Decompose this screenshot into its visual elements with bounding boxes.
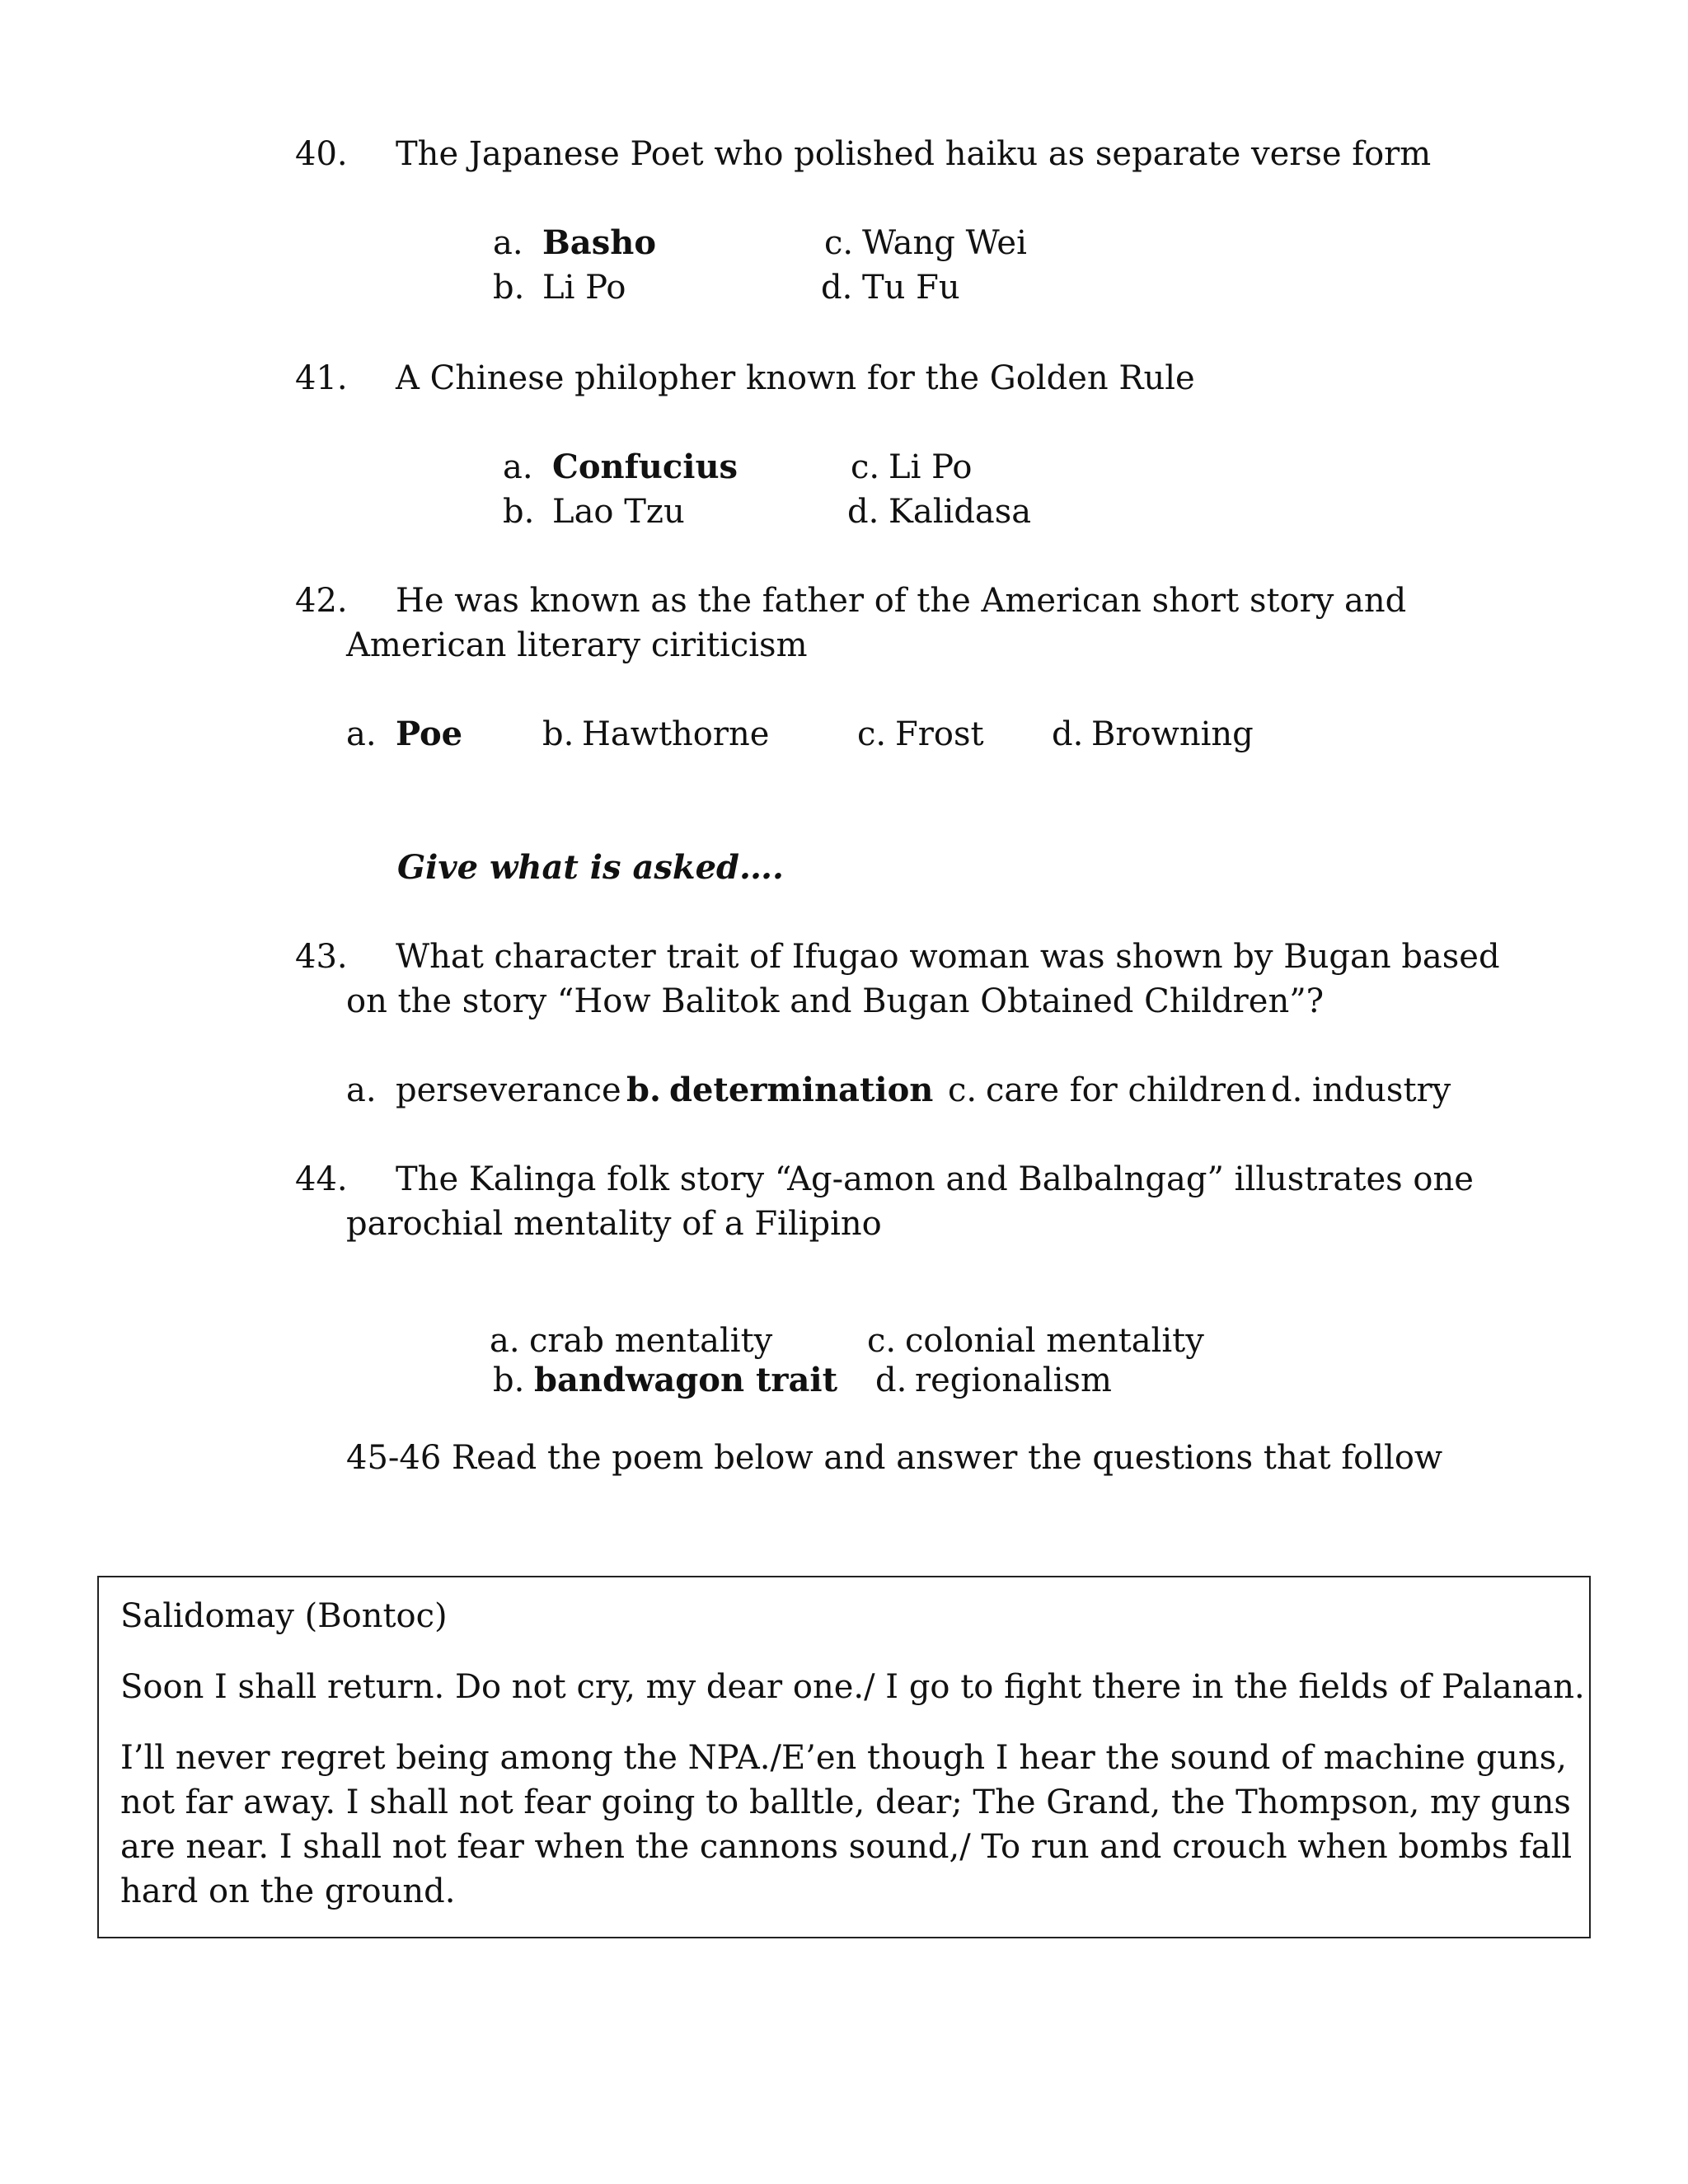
option-c-text: Wang Wei [862, 224, 1027, 262]
poem-title: Salidomay (Bontoc) [120, 1597, 448, 1635]
option-d-text: Kalidasa [889, 493, 1032, 531]
option-c-letter: c. [824, 224, 854, 262]
poem-box [97, 1576, 1591, 1938]
option-c-letter: c. [948, 1071, 978, 1109]
option-a-text: perseverance [396, 1071, 621, 1109]
option-a-letter: a. [346, 1071, 377, 1109]
option-c-letter: c. [857, 715, 887, 753]
option-a-letter: a. [493, 224, 523, 262]
option-b-text-correct: determination [669, 1071, 934, 1109]
option-d-letter: d. [875, 1361, 907, 1399]
option-c-letter: c. [867, 1322, 897, 1360]
question-number: 42. [295, 582, 348, 620]
option-a-letter: a. [346, 715, 377, 753]
option-d-letter: d. [821, 269, 853, 307]
option-c-letter: c. [851, 448, 880, 486]
option-d-text: Browning [1091, 715, 1254, 753]
question-stem-line-2: on the story “How Balitok and Bugan Obtained Children”? [346, 982, 1325, 1020]
option-b-letter: b. [542, 715, 574, 753]
question-stem-line-1: The Kalinga folk story “Ag-amon and Balbalngag” illustrates one [396, 1160, 1474, 1198]
option-c-text: Frost [895, 715, 984, 753]
option-d-letter: d. [1271, 1071, 1303, 1109]
option-b-text: Lao Tzu [552, 493, 685, 531]
option-d-text: Tu Fu [862, 269, 960, 307]
question-stem-line-1: He was known as the father of the American short story and [396, 582, 1407, 620]
poem-stanza-2-line-1: I’ll never regret being among the NPA./E’en though I hear the sound of machine guns, [120, 1739, 1567, 1777]
question-stem-line-1: What character trait of Ifugao woman was shown by Bugan based [396, 938, 1500, 976]
poem-stanza-2-line-4: hard on the ground. [120, 1872, 456, 1910]
question-number: 44. [295, 1160, 348, 1198]
option-a-text-correct: Confucius [552, 448, 738, 486]
question-stem: A Chinese philopher known for the Golden Rule [396, 359, 1195, 397]
option-b-letter: b. [503, 493, 535, 531]
option-d-letter: d. [1052, 715, 1084, 753]
option-a-text: crab mentality [529, 1322, 773, 1360]
poem-stanza-2-line-2: not far away. I shall not fear going to balltle, dear; The Grand, the Thompson, my guns [120, 1783, 1571, 1821]
question-stem: The Japanese Poet who polished haiku as separate verse form [396, 135, 1432, 173]
option-b-letter: b. [493, 1361, 525, 1399]
option-b-letter: b. [493, 269, 525, 307]
option-a-letter: a. [503, 448, 533, 486]
option-c-text: care for children [986, 1071, 1267, 1109]
option-d-letter: d. [847, 493, 879, 531]
question-number: 41. [295, 359, 348, 397]
poem-stanza-1: Soon I shall return. Do not cry, my dear one./ I go to fight there in the fields of Palanan. [120, 1668, 1585, 1706]
question-stem-line-2: parochial mentality of a Filipino [346, 1205, 882, 1243]
option-b-text-correct: bandwagon trait [534, 1361, 838, 1399]
option-a-letter: a. [490, 1322, 520, 1360]
option-c-text: colonial mentality [905, 1322, 1204, 1360]
option-d-text: regionalism [915, 1361, 1112, 1399]
option-c-text: Li Po [889, 448, 973, 486]
option-b-text: Hawthorne [582, 715, 770, 753]
option-d-text: industry [1312, 1071, 1451, 1109]
section-heading: Give what is asked…. [397, 848, 784, 887]
question-number: 43. [295, 938, 348, 976]
question-stem-line-2: American literary ciriticism [346, 626, 808, 664]
poem-instruction: 45-46 Read the poem below and answer the questions that follow [346, 1439, 1443, 1477]
option-b-letter-correct: b. [626, 1071, 661, 1109]
option-b-text: Li Po [542, 269, 626, 307]
option-a-text-correct: Poe [396, 715, 463, 753]
question-number: 40. [295, 135, 348, 173]
option-a-text-correct: Basho [542, 223, 657, 262]
poem-stanza-2-line-3: are near. I shall not fear when the cannons sound,/ To run and crouch when bombs fall [120, 1828, 1573, 1866]
